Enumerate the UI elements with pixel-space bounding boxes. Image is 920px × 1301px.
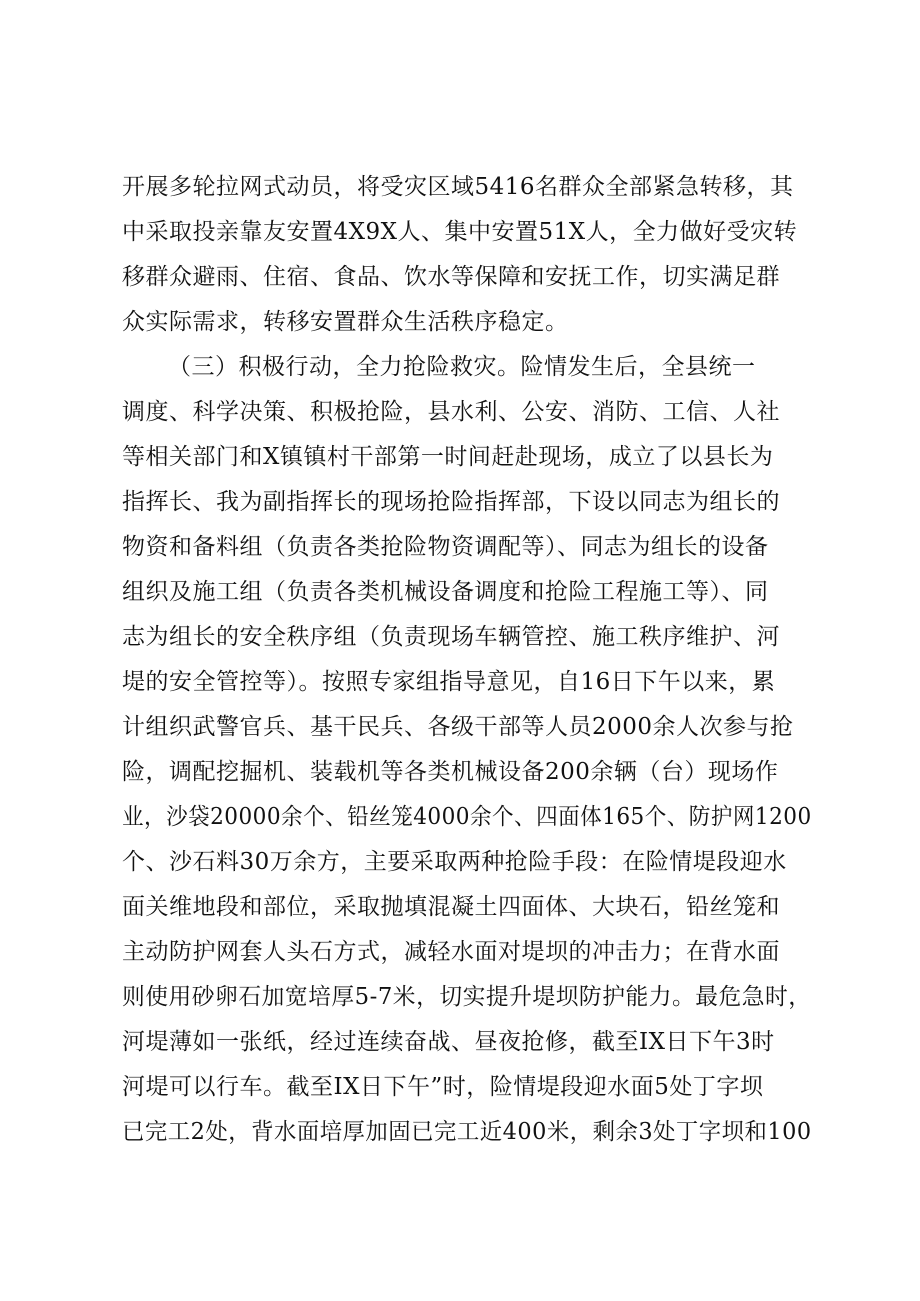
- text-line: 河堤薄如一张纸，经过连续奋战、昼夜抢修，截至IX日下午3时: [122, 1029, 775, 1055]
- text-line: 计组织武警官兵、基干民兵、各级干部等人员2000余人次参与抢: [122, 714, 794, 740]
- text-line: 物资和备料组（负责各类抢险物资调配等）、同志为组长的设备: [122, 534, 769, 560]
- text-line: 开展多轮拉网式动员，将受灾区域5416名群众全部紧急转移，其: [122, 174, 794, 200]
- text-line: 指挥长、我为副指挥长的现场抢险指挥部，下设以同志为组长的: [122, 489, 780, 515]
- text-line: 组织及施工组（负责各类机械设备调度和抢险工程施工等）、同: [122, 579, 769, 605]
- text-line: 已完工2处，背水面培厚加固已完工近400米，剩余3处丁字坝和100: [122, 1119, 812, 1145]
- text-line: 河堤可以行车。截至IX日下午”时，险情堤段迎水面5处丁字坝: [122, 1074, 764, 1100]
- text-line: 众实际需求，转移安置群众生活秩序稳定。: [122, 309, 569, 335]
- text-line: 移群众避雨、住宿、食品、饮水等保障和安抚工作，切实满足群: [122, 264, 780, 290]
- text-line: 主动防护网套人头石方式，减轻水面对堤坝的冲击力；在背水面: [122, 939, 780, 965]
- paragraph-heading-line: （三）积极行动，全力抢险救灾。险情发生后，全县统一: [168, 354, 756, 380]
- text-line: 志为组长的安全秩序组（负责现场车辆管控、施工秩序维护、河: [122, 624, 780, 650]
- text-line: 调度、科学决策、积极抢险，县水利、公安、消防、工信、人社: [122, 399, 780, 425]
- text-line: 险，调配挖掘机、装载机等各类机械设备200余辆（台）现场作: [122, 759, 779, 785]
- text-line: 则使用砂卵石加宽培厚5-7米，切实提升堤坝防护能力。最危急时，: [122, 984, 812, 1010]
- text-line: 堤的安全管控等）。按照专家组指导意见，自16日下午以来，累: [122, 669, 776, 695]
- text-line: 业，沙袋20000余个、铅丝笼4000余个、四面体165个、防护网1200: [122, 804, 812, 830]
- text-line: 个、沙石料30万余方，主要采取两种抢险手段：在险情堤段迎水: [122, 849, 787, 875]
- text-line: 等相关部门和X镇镇村干部第一时间赶赴现场，成立了以县长为: [122, 444, 774, 470]
- text-line: 面关维地段和部位，采取抛填混凝土四面体、大块石，铅丝笼和: [122, 894, 780, 920]
- text-line: 中采取投亲靠友安置4X9X人、集中安置51X人，全力做好受灾转: [122, 219, 798, 245]
